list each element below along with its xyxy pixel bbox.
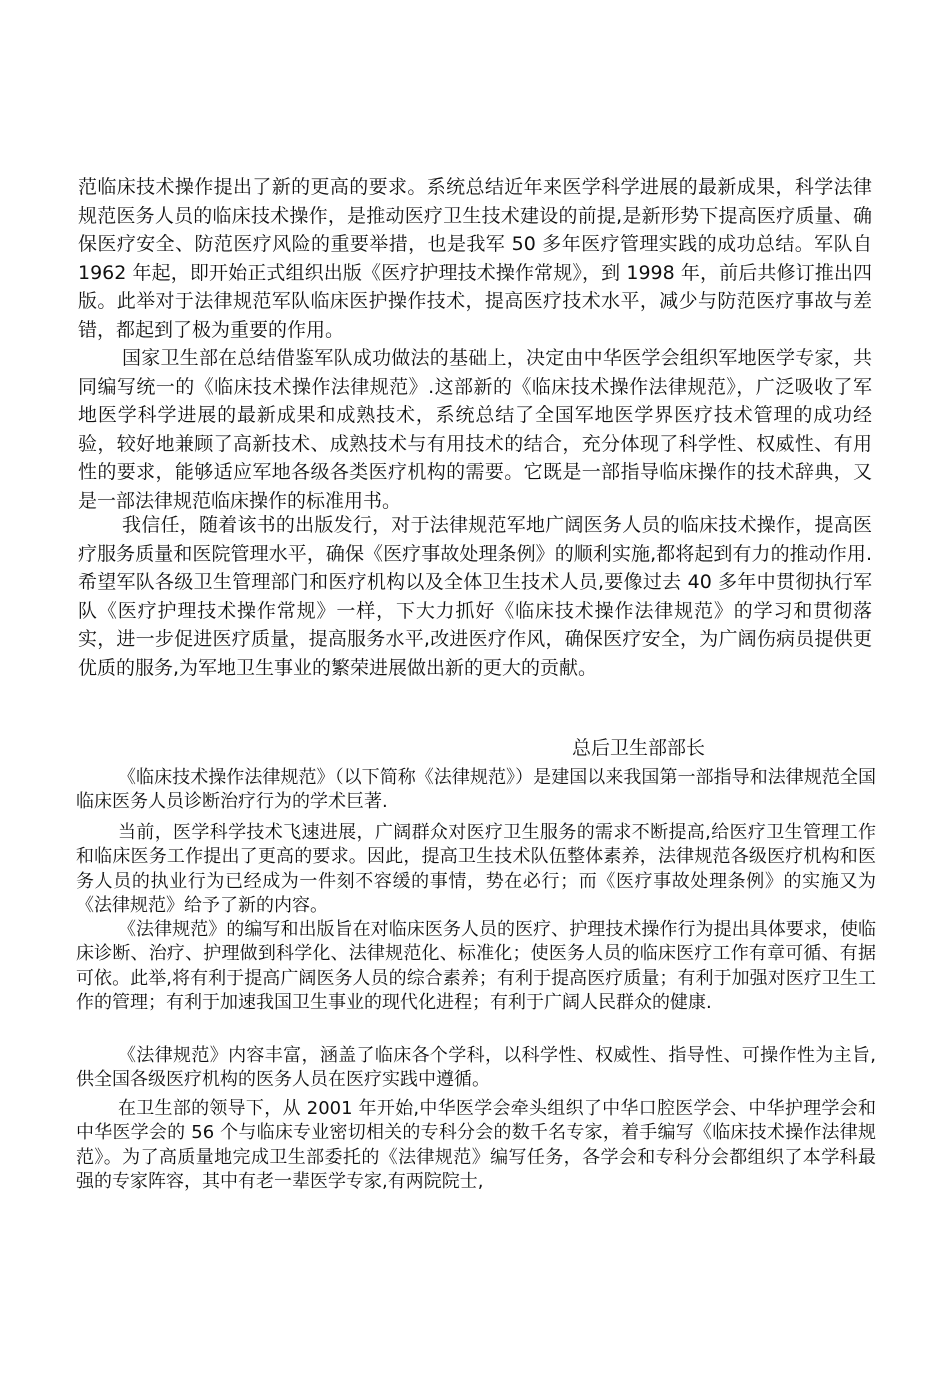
preface-paragraph-4: 《法律规范》内容丰富，涵盖了临床各个学科，以科学性、权威性、指导性、可操作性为主旨,供全国各级医疗机构的医务人员在医疗实践中遵循。 (76, 1045, 876, 1091)
preface-paragraph-5: 在卫生部的领导下，从 2001 年开始,中华医学会牵头组织了中华口腔医学会、中华护理学会和中华医学会的 56 个与临床专业密切相关的专科分会的数千名专家，着手编写《临床技术操作法律规范》。为了高质量地完成卫生部委托的《法律规范》编写任务，各学会和专科分会都组织了本学科最强的专家阵容，其中有老一辈医学专家,有两院院士, (76, 1098, 876, 1192)
foreword-paragraph-2: 国家卫生部在总结借鉴军队成功做法的基础上，决定由中华医学会组织军地医学专家，共同编写统一的《临床技术操作法律规范》.这部新的《临床技术操作法律规范》，广泛吸收了军地医学科学进展的最新成果和成熟技术，系统总结了全国军地医学界医疗技术管理的成功经验，较好地兼顾了高新技术、成熟技术与有用技术的结合，充分体现了科学性、权威性、有用性的要求，能够适应军地各级各类医疗机构的需要。它既是一部指导临床操作的技术辞典，又是一部法律规范临床操作的标准用书。 (78, 347, 872, 512)
preface-paragraph-1: 《临床技术操作法律规范》（以下简称《法律规范》）是建国以来我国第一部指导和法律规范全国临床医务人员诊断治疗行为的学术巨著. (76, 767, 876, 813)
foreword-paragraph-1: 范临床技术操作提出了新的更高的要求。系统总结近年来医学科学进展的最新成果，科学法律规范医务人员的临床技术操作，是推动医疗卫生技术建设的前提,是新形势下提高医疗质量、确保医疗安全、防范医疗风险的重要举措，也是我军 50 多年医疗管理实践的成功总结。军队自 1962 年起，即开始正式组织出版《医疗护理技术操作常规》，到 1998 年，前后共修订推出四版。此举对于法律规范军队临床医护操作技术，提高医疗技术水平，减少与防范医疗事故与差错，都起到了极为重要的作用。 (78, 176, 872, 341)
preface-paragraph-3: 《法律规范》的编写和出版旨在对临床医务人员的医疗、护理技术操作行为提出具体要求，使临床诊断、治疗、护理做到科学化、法律规范化、标准化；使医务人员的临床医疗工作有章可循、有据可依。此举,将有利于提高广阔医务人员的综合素养；有利于提高医疗质量；有利于加强对医疗卫生工作的管理；有利于加速我国卫生事业的现代化进程；有利于广阔人民群众的健康. (76, 919, 876, 1013)
preface-paragraph-2: 当前，医学科学技术飞速进展，广阔群众对医疗卫生服务的需求不断提高,给医疗卫生管理工作和临床医务工作提出了更高的要求。因此，提高卫生技术队伍整体素养，法律规范各级医疗机构和医务人员的执业行为已经成为一件刻不容缓的事情，势在必行；而《医疗事故处理条例》的实施又为《法律规范》给予了新的内容。 (76, 822, 876, 916)
signature-line: 总后卫生部部长 (572, 737, 706, 759)
foreword-paragraph-3: 我信任，随着该书的出版发行，对于法律规范军地广阔医务人员的临床技术操作，提高医疗服务质量和医院管理水平，确保《医疗事故处理条例》的顺利实施,都将起到有力的推动作用.希望军队各级卫生管理部门和医疗机构以及全体卫生技术人员,要像过去 40 多年中贯彻执行军队《医疗护理技术操作常规》一样，下大力抓好《临床技术操作法律规范》的学习和贯彻落实，进一步促进医疗质量，提高服务水平,改进医疗作风，确保医疗安全，为广阔伤病员提供更优质的服务,为军地卫生事业的繁荣进展做出新的更大的贡献。 (78, 514, 872, 679)
